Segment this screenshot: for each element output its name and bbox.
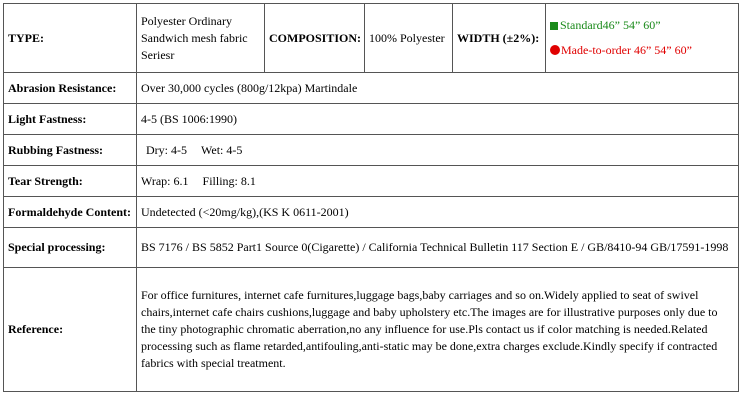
width-standard — [550, 13, 734, 38]
tear-row — [4, 166, 739, 197]
reference-value: For office furnitures, internet cafe furnitures,luggage bags,baby carriages and so on.Widely applied to seat of swivel chairs,internet cafe chairs cushions,luggage and baby upholstery etc.The images are for illustrative purposes only due to the tiny photographic chromatic aberration,no any influence for use.Pls contact us if color matching is needed.Related processing such as flame retarded,antifouling,anti-static may be done,extra charges exclude.Kindly specify if contracted fabrics with special treatment. — [137, 268, 739, 392]
light-value: 4-5 (BS 1006:1990) — [137, 104, 739, 135]
width-label: WIDTH (±2%): — [453, 4, 546, 73]
rubbing-label: Rubbing Fastness: — [4, 135, 137, 166]
special-label: Special processing: — [4, 228, 137, 268]
formaldehyde-row — [4, 197, 739, 228]
tear-wrap: Wrap: 6.1 — [141, 173, 189, 188]
composition-label: COMPOSITION: — [265, 4, 365, 73]
abrasion-label: Abrasion Resistance: — [4, 73, 137, 104]
composition-value: 100% Polyester — [365, 4, 453, 73]
abrasion-row — [4, 73, 739, 104]
width-made-to-order-text: Made-to-order 46” 54” 60” — [561, 43, 692, 57]
width-standard-text: Standard46” 54” 60” — [560, 18, 661, 32]
rubbing-values — [137, 135, 739, 166]
abrasion-value: Over 30,000 cycles (800g/12kpa) Martindale — [137, 73, 739, 104]
light-label: Light Fastness: — [4, 104, 137, 135]
green-square-icon — [550, 22, 558, 30]
reference-row — [4, 268, 739, 392]
reference-label: Reference: — [4, 268, 137, 392]
rubbing-row — [4, 135, 739, 166]
special-row — [4, 228, 739, 268]
tear-label: Tear Strength: — [4, 166, 137, 197]
type-label: TYPE: — [4, 4, 137, 73]
special-value: BS 7176 / BS 5852 Part1 Source 0(Cigarette) / California Technical Bulletin 117 Section E / GB/8410-94 GB/17591-1998 — [137, 228, 739, 268]
type-row — [4, 4, 739, 73]
width-options — [546, 4, 739, 73]
formaldehyde-label: Formaldehyde Content: — [4, 197, 137, 228]
tear-filling: Filling: 8.1 — [202, 173, 256, 188]
width-made-to-order — [550, 38, 734, 63]
light-row — [4, 104, 739, 135]
fabric-spec-table — [3, 3, 739, 392]
type-value: Polyester Ordinary Sandwich mesh fabric Seriesr — [137, 4, 265, 73]
rubbing-dry: Dry: 4-5 — [146, 142, 187, 157]
tear-values — [137, 166, 739, 197]
red-dot-icon — [550, 45, 560, 55]
rubbing-wet: Wet: 4-5 — [201, 142, 243, 157]
formaldehyde-value: Undetected (<20mg/kg),(KS K 0611-2001) — [137, 197, 739, 228]
